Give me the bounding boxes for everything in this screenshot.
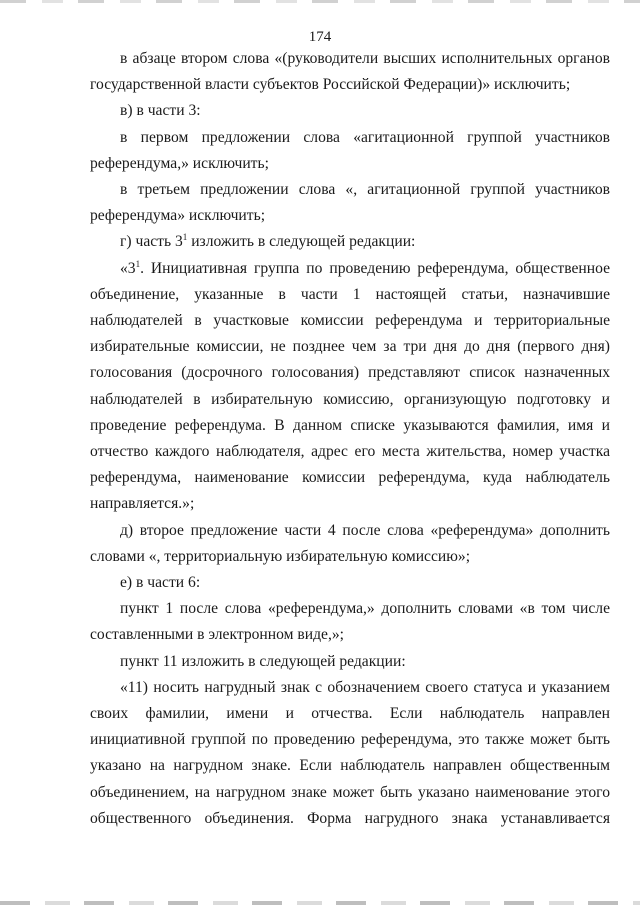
paragraph-trete-predlozhenie: в третьем предложении слова «, агитационной группой участников референдума» исключить; <box>90 181 610 225</box>
paragraph-punkt-11-text: «11) носить нагрудный знак с обозначением своего статуса и указанием своих фамилии, имени и отчества. Если наблюдатель направлен инициативной группой по проведению референдума, это также может быть указано на нагрудном знаке. Если наблюдатель направлен общественным объединением, на нагрудном знаке может быть указано наименование этого общественного объединения. Форма нагрудного знака устанавливается <box>90 678 610 827</box>
paragraph-3-1-body: . Инициативная группа по проведению референдума, общественное объединение, указанные в части 1 настоящей статьи, назначившие наблюдателей в участковые комиссии референдума и территориальные избирательные комиссии, не позднее чем за три дня до дня (первого дня) голосования (досрочного голосования) представляют список назначенных наблюдателей в избирательную комиссию, организующую подготовку и проведение референдума. В данном списке указываются фамилия, имя и отчество каждого наблюдателя, адрес его места жительства, номер участка референдума, наименование комиссии референдума, куда наблюдатель направляется.»; <box>90 259 610 513</box>
paragraph-chast-4: д) второе предложение части 4 после слова «референдума» дополнить словами «, территориальную избирательную комиссию»; <box>90 521 610 565</box>
paragraph-chast-3: в) в части 3: <box>120 102 201 120</box>
document-body <box>90 46 610 832</box>
paragraph-chast-3-1-prefix: г) часть 3 <box>120 233 183 251</box>
paragraph-3-1-prefix: «3 <box>120 259 136 277</box>
page-number: 174 <box>308 29 332 45</box>
scan-edge-bottom <box>0 901 640 905</box>
paragraph-pervoe-predlozhenie: в первом предложении слова «агитационной группой участников референдума,» исключить; <box>90 128 610 172</box>
superscript-1: 1 <box>135 258 141 269</box>
paragraph-chast-3-1-suffix: изложить в следующей редакции: <box>187 233 416 251</box>
paragraph-punkt-11: пункт 11 изложить в следующей редакции: <box>120 652 406 670</box>
paragraph-chast-6: е) в части 6: <box>120 574 201 592</box>
paragraph-chast-3-1 <box>90 229 610 255</box>
paragraph-3-1-text <box>90 256 610 518</box>
paragraph-punkt-1: пункт 1 после слова «референдума,» дополнить словами «в том числе составленными в электронном виде,»; <box>90 600 610 644</box>
scan-edge-top <box>0 0 640 3</box>
superscript-1: 1 <box>182 232 188 243</box>
paragraph-abzats-vtoroy: в абзаце втором слова «(руководители высших исполнительных органов государственной власти субъектов Российской Федерации)» исключить; <box>90 50 610 94</box>
